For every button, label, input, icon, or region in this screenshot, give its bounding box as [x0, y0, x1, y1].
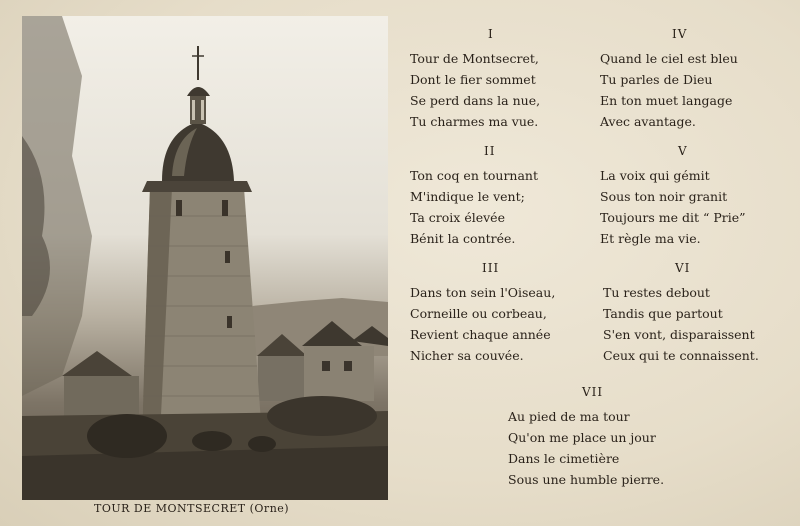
- stanza-1: [410, 24, 580, 132]
- stanza-line: Qu'on me place un jour: [508, 430, 656, 445]
- stanza-number: V: [678, 144, 688, 158]
- stanza-line: Avec avantage.: [600, 114, 696, 129]
- stanza-line: Et règle ma vie.: [600, 231, 701, 246]
- tower-illustration: [22, 16, 388, 500]
- stanza-line: Tu charmes ma vue.: [410, 114, 539, 129]
- stanza-line: Dont le fier sommet: [410, 72, 536, 87]
- stanza-line: En ton muet langage: [600, 93, 733, 108]
- stanza-number: VII: [582, 385, 604, 399]
- stanza-2: [410, 141, 580, 249]
- stanza-line: Tandis que partout: [603, 306, 723, 321]
- stanza-line: Ton coq en tournant: [410, 168, 538, 183]
- stanza-line: Dans ton sein l'Oiseau,: [410, 285, 556, 300]
- stanza-line: Sous une humble pierre.: [508, 472, 665, 487]
- stanza-line: Tour de Montsecret,: [410, 51, 539, 66]
- stanza-line: M'indique le vent;: [410, 189, 525, 204]
- stanza-7: [508, 382, 688, 490]
- stanza-number: VI: [675, 261, 691, 275]
- stanza-line: Toujours me dit “ Prie”: [600, 210, 746, 225]
- stanza-line: Quand le ciel est bleu: [600, 51, 738, 66]
- stanza-line: Sous ton noir granit: [600, 189, 728, 204]
- stanza-line: Ceux qui te connaissent.: [603, 348, 759, 363]
- stanza-number: III: [482, 261, 500, 275]
- stanza-number: IV: [672, 27, 688, 41]
- stanza-line: S'en vont, disparaissent: [603, 327, 755, 342]
- stanza-6: [603, 258, 783, 366]
- tower-photograph: [22, 16, 388, 500]
- stanza-line: Tu parles de Dieu: [600, 72, 713, 87]
- stanza-line: Tu restes debout: [603, 285, 710, 300]
- stanza-line: Ta croix élevée: [410, 210, 505, 225]
- stanza-line: Au pied de ma tour: [508, 409, 630, 424]
- photo-caption: TOUR DE MONTSECRET (Orne): [94, 502, 290, 515]
- stanza-3: [410, 258, 580, 366]
- stanza-number: I: [488, 27, 494, 41]
- stanza-4: [600, 24, 780, 132]
- stanza-line: Bénit la contrée.: [410, 231, 516, 246]
- stanza-number: II: [484, 144, 496, 158]
- stanza-5: [600, 141, 780, 249]
- stanza-line: Nicher sa couvée.: [410, 348, 524, 363]
- stanza-line: Dans le cimetière: [508, 451, 620, 466]
- stanza-line: Revient chaque année: [410, 327, 551, 342]
- stanza-line: Corneille ou corbeau,: [410, 306, 547, 321]
- stanza-line: La voix qui gémit: [600, 168, 710, 183]
- stanza-line: Se perd dans la nue,: [410, 93, 541, 108]
